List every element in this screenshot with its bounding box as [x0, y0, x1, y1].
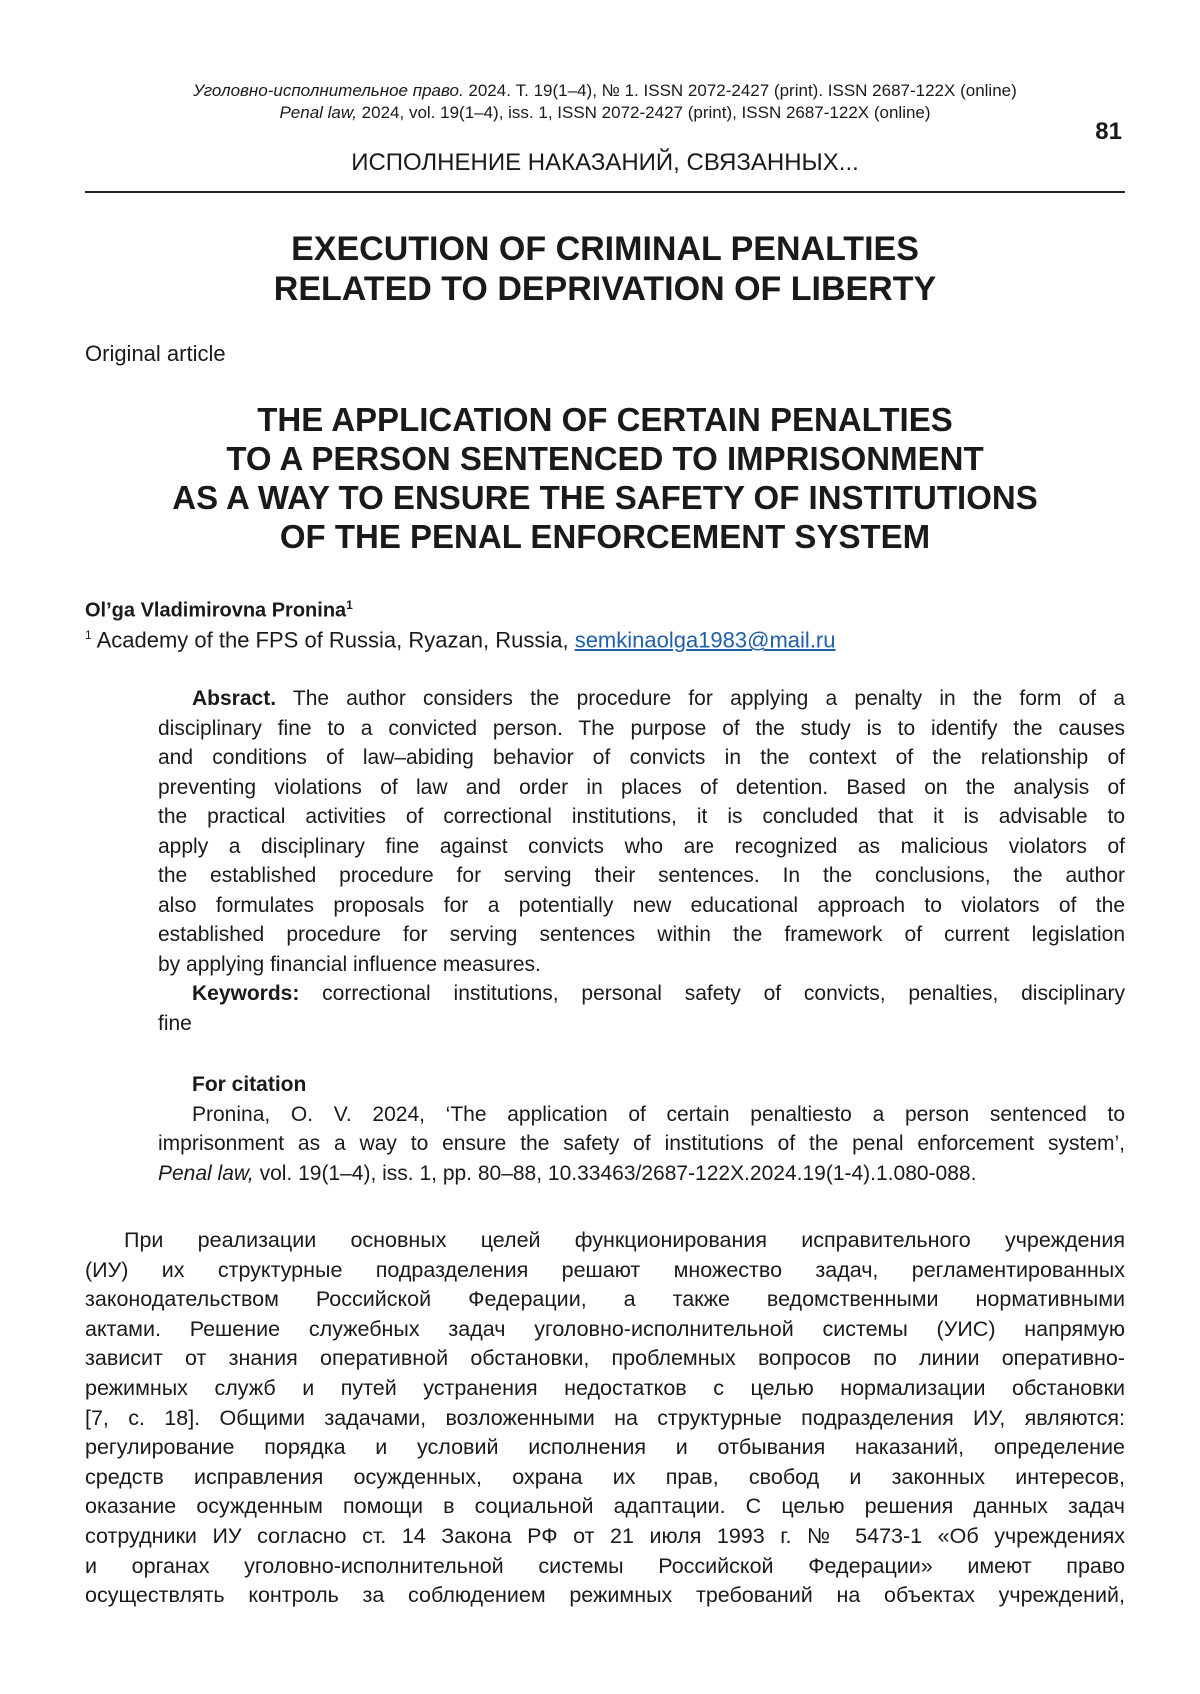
body-line-4: актами. Решение служебных задач уголовно-исполнительной системы (УИС) напрямую: [85, 1315, 1125, 1345]
abstract-line-3: and conditions of law–abiding behavior of convicts in the context of the relationship of: [158, 743, 1125, 773]
citation-label: For citation: [192, 1070, 306, 1100]
affiliation-text: Academy of the FPS of Russia, Ryazan, Russia,: [92, 627, 575, 652]
citation-line-2: imprisonment as a way to ensure the safety of institutions of the penal enforcement system’,: [158, 1129, 1125, 1159]
body-line-3: законодательством Российской Федерации, а также ведомственными нормативными: [85, 1285, 1125, 1315]
article-title-line-1: THE APPLICATION OF CERTAIN PENALTIES: [85, 400, 1125, 439]
section-heading-line-2: RELATED TO DEPRIVATION OF LIBERTY: [85, 269, 1125, 309]
body-line-1: При реализации основных целей функционирования исправительного учреждения: [124, 1226, 1125, 1256]
body-line-11: сотрудники ИУ согласно ст. 14 Закона РФ от 21 июля 1993 г. № 5473-1 «Об учреждениях: [85, 1522, 1125, 1552]
abstract-line-9: established procedure for serving sentences within the framework of current legislation: [158, 920, 1125, 950]
author-name-text: Ol’ga Vladimirovna Pronina: [85, 600, 346, 622]
keywords-line-2: fine: [158, 1009, 192, 1039]
abstract-line-10: by applying financial influence measures.: [158, 950, 1125, 980]
abstract-line-7: the established procedure for serving their sentences. In the conclusions, the author: [158, 861, 1125, 891]
body-line-8: регулирование порядка и условий исполнения и отбывания наказаний, определение: [85, 1433, 1125, 1463]
body-line-2: (ИУ) их структурные подразделения решают множество задач, регламентированных: [85, 1256, 1125, 1286]
journal-title-ru: Уголовно-исполнительное право.: [193, 81, 463, 100]
keywords-line-1: [192, 979, 1125, 1009]
keywords-label: Keywords:: [192, 982, 299, 1005]
keywords-text-1: correctional institutions, personal safety of convicts, penalties, disciplinary: [299, 982, 1125, 1005]
citation-line-3: [158, 1159, 1125, 1189]
running-header-line-1: [85, 80, 1125, 102]
article-title-line-2: TO A PERSON SENTENCED TO IMPRISONMENT: [85, 439, 1125, 478]
abstract-line-5: the practical activities of correctional institutions, it is concluded that it is advisable to: [158, 802, 1125, 832]
journal-details-ru: 2024. Т. 19(1–4), № 1. ISSN 2072-2427 (print). ISSN 2687-122X (online): [464, 81, 1017, 100]
author-email-link[interactable]: semkinaolga1983@mail.ru: [575, 627, 836, 652]
body-line-7: [7, с. 18]. Общими задачами, возложенными на структурные подразделения ИУ, являются:: [85, 1404, 1125, 1434]
citation-details: vol. 19(1–4), iss. 1, pp. 80–88, 10.33463/2687-122X.2024.19(1-4).1.080-088.: [254, 1162, 977, 1185]
page-number: 81: [1095, 118, 1122, 146]
body-line-6: режимных служб и путей устранения недостатков с целью нормализации обстановки: [85, 1374, 1125, 1404]
body-line-12: и органах уголовно-исполнительной системы Российской Федерации» имеют право: [85, 1552, 1125, 1582]
journal-details-en: 2024, vol. 19(1–4), iss. 1, ISSN 2072-2427 (print), ISSN 2687-122X (online): [357, 103, 931, 122]
abstract-line-2: disciplinary fine to a convicted person. The purpose of the study is to identify the causes: [158, 714, 1125, 744]
author-affiliation: [85, 621, 836, 654]
affiliation-sup: 1: [85, 628, 92, 642]
section-heading-line-1: EXECUTION OF CRIMINAL PENALTIES: [85, 229, 1125, 269]
article-type: Original article: [85, 340, 226, 368]
body-line-13: осуществлять контроль за соблюдением режимных требований на объектах учреждений,: [85, 1581, 1125, 1611]
author-sup: 1: [346, 598, 353, 612]
abstract-text-1: The author considers the procedure for applying a penalty in the form of a: [276, 687, 1125, 710]
body-line-10: оказание осужденным помощи в социальной адаптации. С целью решения данных задач: [85, 1492, 1125, 1522]
section-running-title: ИСПОЛНЕНИЕ НАКАЗАНИЙ, СВЯЗАННЫХ...: [85, 148, 1125, 178]
header-divider: [85, 191, 1125, 193]
abstract-line-8: also formulates proposals for a potentially new educational approach to violators of the: [158, 891, 1125, 921]
body-line-5: зависит от знания оперативной обстановки, проблемных вопросов по линии оперативно-: [85, 1344, 1125, 1374]
citation-line-1: Pronina, O. V. 2024, ‘The application of certain penaltiesto a person sentenced to: [192, 1100, 1125, 1130]
running-header-line-2: [85, 102, 1125, 124]
abstract-line-6: apply a disciplinary fine against convicts who are recognized as malicious violators of: [158, 832, 1125, 862]
abstract-label: Absract.: [192, 687, 276, 710]
body-line-9: средств исправления осужденных, охрана их прав, свобод и законных интересов,: [85, 1463, 1125, 1493]
abstract-line-1: [192, 684, 1125, 714]
article-title-line-4: OF THE PENAL ENFORCEMENT SYSTEM: [85, 517, 1125, 556]
author-name: [85, 592, 353, 624]
abstract-line-4: preventing violations of law and order in places of detention. Based on the analysis of: [158, 773, 1125, 803]
article-title-line-3: AS A WAY TO ENSURE THE SAFETY OF INSTITUTIONS: [85, 478, 1125, 517]
citation-journal: Penal law,: [158, 1162, 254, 1185]
journal-title-en: Penal law,: [279, 103, 357, 122]
